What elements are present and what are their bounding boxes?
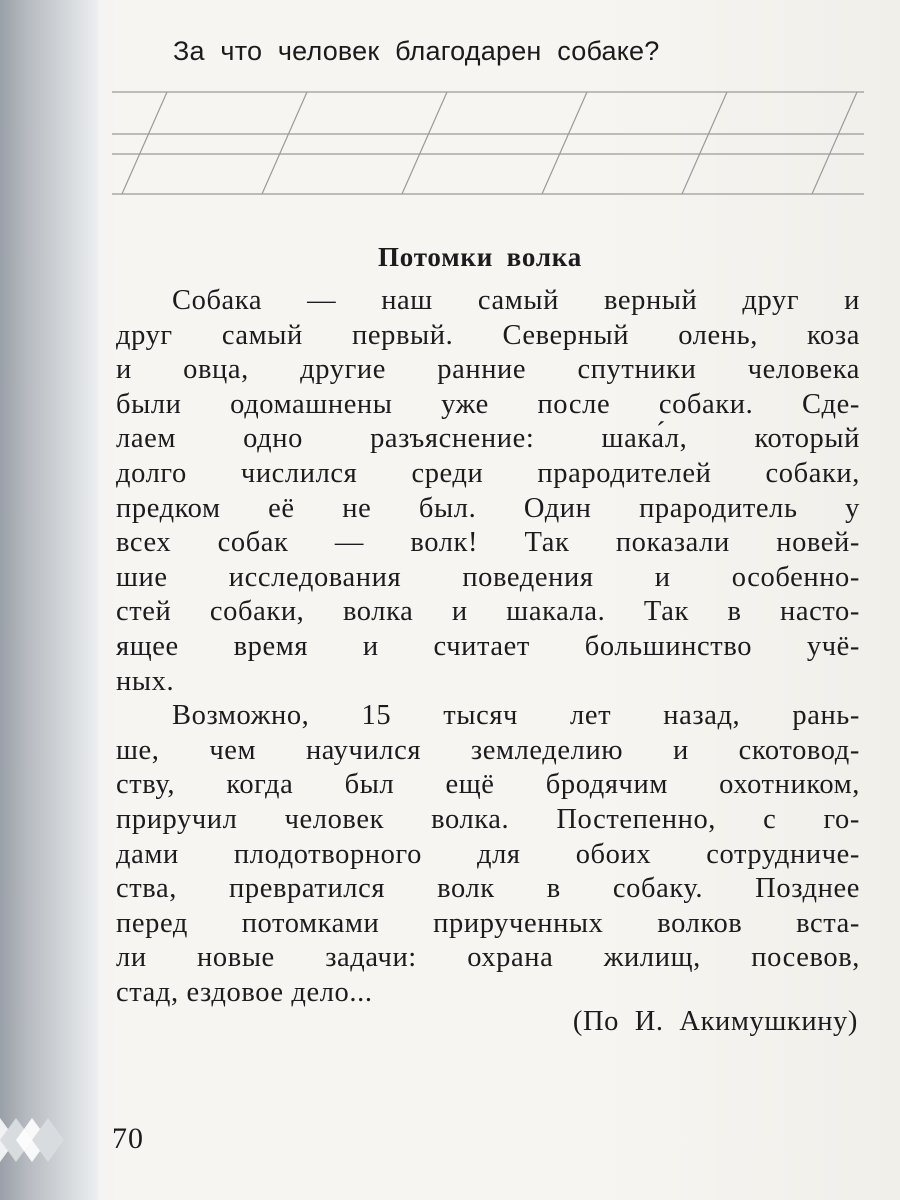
story-title: Потомки волка xyxy=(377,242,583,272)
text-line: ных. xyxy=(116,665,175,697)
text-line: всех собак — волк! Так показали новей- xyxy=(116,527,860,559)
text-line: дами плодотворного для обоих сотрудниче- xyxy=(116,838,860,870)
text-line: стей собаки, волка и шакала. Так в насто- xyxy=(116,596,860,628)
text-line: друг самый первый. Северный олень, коза xyxy=(116,319,860,351)
text-line: и овца, другие ранние спутники человека xyxy=(116,354,860,386)
answer-writing-lines xyxy=(112,84,864,204)
paragraph-1 xyxy=(116,284,860,699)
text-line: лаем одно разъяснение: шака́л, который xyxy=(116,423,860,455)
page-margin-strip xyxy=(0,0,98,1200)
text-line: долго числился среди прародителей собаки, xyxy=(116,457,860,489)
question-heading: За что человек благодарен собаке? xyxy=(173,36,660,66)
text-line: ству, когда был ещё бродячим охотником, xyxy=(116,769,860,801)
page-number: 70 xyxy=(112,1122,144,1155)
story-text xyxy=(116,284,860,1010)
text-line: ли новые задачи: охрана жилищ, посевов, xyxy=(116,942,860,974)
text-line: перед потомками прирученных волков вста- xyxy=(116,907,860,939)
paragraph-2 xyxy=(116,699,860,1010)
text-line: Возможно, 15 тысяч лет назад, рань- xyxy=(172,700,860,732)
text-line: ше, чем научился земледелию и скотовод- xyxy=(116,734,860,766)
text-line: Собака — наш самый верный друг и xyxy=(172,285,860,316)
text-line: ства, превратился волк в собаку. Позднее xyxy=(116,873,860,905)
text-line: предком её не был. Один прародитель у xyxy=(116,492,860,524)
text-line: ящее время и считает большинство учё- xyxy=(116,630,860,662)
text-line: были одомашнены уже после собаки. Сде- xyxy=(116,388,860,420)
text-line: приручил человек волка. Постепенно, с го- xyxy=(116,803,860,835)
diamond-ornament-icon xyxy=(0,1118,64,1162)
text-line: шие исследования поведения и особенно- xyxy=(116,561,860,593)
source-attribution: (По И. Акимушкину) xyxy=(572,1006,858,1037)
text-line: стад, ездовое дело... xyxy=(116,976,373,1008)
